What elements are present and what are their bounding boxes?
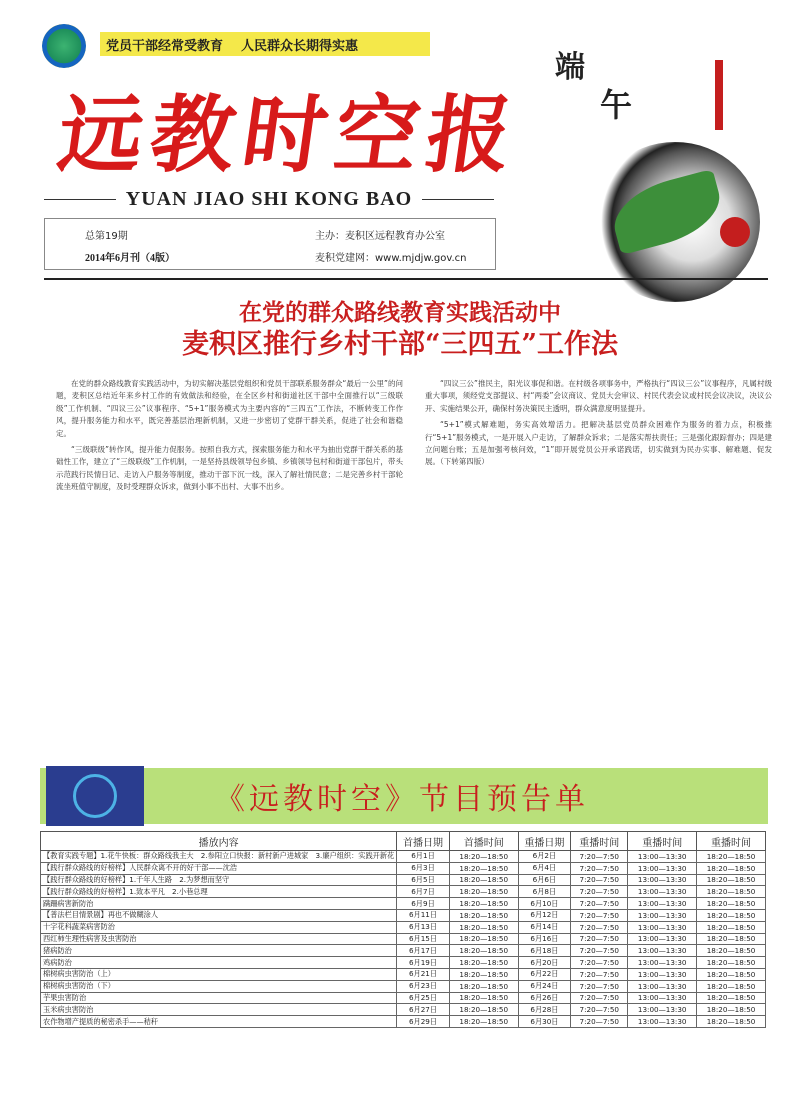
seal-icon: [720, 217, 750, 247]
newspaper-title: 远教时空报: [52, 85, 527, 184]
program-schedule-table: [40, 831, 766, 1028]
paragraph: “三级联级”转作风，提升能力促服务。按照自我方式，探索服务能力和水平为抽出党群干群关系的基础性工作，建立了“三级联级”工作机制，一是坚持县级领导包乡镇、乡镇领导包村和街道干部包片，带头示范践行民情日记、走访入户服务等制度，推动干部下沉一线，深入了解社情民意；二是完善乡村干部轮流坐班值守制度，及时受理群众诉求，做到小事不出村、大事不出乡。: [56, 445, 403, 492]
table-cell: 【普法栏目情景剧】再也不做糊涂人: [41, 909, 397, 921]
table-cell: 13:00—13:30: [628, 992, 697, 1004]
table-cell: 6月7日: [397, 886, 450, 898]
table-cell: 6月16日: [518, 933, 571, 945]
table-cell: 18:20—18:50: [697, 909, 766, 921]
table-cell: 6月9日: [397, 898, 450, 910]
table-cell: 6月27日: [397, 1004, 450, 1016]
table-cell: 十字花科蔬菜病害防治: [41, 921, 397, 933]
table-cell: 6月1日: [397, 851, 450, 863]
table-row: [41, 886, 766, 898]
table-cell: 芋果虫害防治: [41, 992, 397, 1004]
issue-info-box: [44, 218, 496, 270]
column-header: 播放内容: [41, 832, 397, 851]
column-header: 重播时间: [628, 832, 697, 851]
headline-line-2: 麦积区推行乡村干部“三四五”工作法: [181, 329, 619, 360]
host-org: 主办：麦积区远程教育办公室: [315, 231, 445, 242]
program-title: 《远教时空》节目预告单: [215, 782, 589, 817]
column-header: 重播日期: [518, 832, 571, 851]
table-cell: 13:00—13:30: [628, 862, 697, 874]
table-cell: 6月6日: [518, 874, 571, 886]
table-cell: 【教育实践专题】1.花牛快板：群众路线我主大 2.参阳立口快报：新村新户进城家 3.廉户组织：实践开新花: [41, 851, 397, 863]
table-cell: 13:00—13:30: [628, 886, 697, 898]
table-row: [41, 933, 766, 945]
table-cell: 18:20—18:50: [449, 909, 518, 921]
table-cell: 7:20—7:50: [571, 992, 628, 1004]
table-cell: 18:20—18:50: [449, 1016, 518, 1028]
table-cell: 7:20—7:50: [571, 909, 628, 921]
table-cell: 18:20—18:50: [697, 945, 766, 957]
table-cell: 6月23日: [397, 980, 450, 992]
divider: [44, 199, 116, 200]
column-header: 首播时间: [449, 832, 518, 851]
table-cell: 6月3日: [397, 862, 450, 874]
newspaper-pinyin: YUAN JIAO SHI KONG BAO: [125, 188, 413, 210]
table-cell: 18:20—18:50: [697, 1004, 766, 1016]
table-cell: 18:20—18:50: [697, 886, 766, 898]
article-column-1: [56, 378, 403, 770]
table-cell: 7:20—7:50: [571, 968, 628, 980]
table-row: [41, 1016, 766, 1028]
table-cell: 18:20—18:50: [697, 862, 766, 874]
table-cell: 13:00—13:30: [628, 874, 697, 886]
table-cell: 18:20—18:50: [449, 992, 518, 1004]
table-row: [41, 980, 766, 992]
table-row: [41, 945, 766, 957]
table-cell: 13:00—13:30: [628, 921, 697, 933]
table-cell: 【践行群众路线的好榜样】1.千年人生路 2.为梦想而坚守: [41, 874, 397, 886]
slogan-left: 党员干部经常受教育: [106, 38, 224, 54]
table-cell: 7:20—7:50: [571, 874, 628, 886]
table-cell: 6月11日: [397, 909, 450, 921]
party-logo-icon: [42, 24, 86, 68]
table-cell: 6月5日: [397, 874, 450, 886]
table-cell: 棉树病虫害防治（上）: [41, 968, 397, 980]
table-cell: 18:20—18:50: [449, 980, 518, 992]
dragon-boat-illustration: [550, 42, 780, 262]
table-cell: 18:20—18:50: [697, 933, 766, 945]
divider: [422, 199, 494, 200]
issue-total: 总第19期: [85, 231, 128, 242]
table-cell: 7:20—7:50: [571, 945, 628, 957]
table-cell: 6月12日: [518, 909, 571, 921]
table-cell: 西红柿生理性病害及虫害防治: [41, 933, 397, 945]
paragraph: “5+1”模式解难题，务实高效增活力。把解决基层党员群众困难作为服务的着力点，积极推行“5+1”服务模式，一是开展入户走访，了解群众诉求；二是落实帮扶责任；三是强化跟踪督办；四是建立问题台账；五是加强考核问效，“1”即开展党员公开承诺践诺，切实做到为民办实事、解难题、促发展。（下转第四版）: [425, 420, 772, 467]
table-cell: 18:20—18:50: [449, 957, 518, 969]
table-cell: 13:00—13:30: [628, 851, 697, 863]
table-cell: 18:20—18:50: [697, 992, 766, 1004]
table-cell: 18:20—18:50: [449, 1004, 518, 1016]
table-row: [41, 851, 766, 863]
table-row: [41, 862, 766, 874]
table-cell: 6月25日: [397, 992, 450, 1004]
table-cell: 18:20—18:50: [697, 874, 766, 886]
table-cell: 农作物增产提质的秘密杀手——秸秆: [41, 1016, 397, 1028]
table-cell: 棉树病虫害防治（下）: [41, 980, 397, 992]
table-cell: 7:20—7:50: [571, 980, 628, 992]
paragraph: 在党的群众路线教育实践活动中，为切实解决基层党组织和党员干部联系服务群众“最后一公里”的问题，麦积区总结近年来乡村工作的有效做法和经验，在全区乡村和街道社区干部中全面推行以“三级联级”工作机制、“四议三公”议事程序、“5+1”服务模式为主要内容的“三四五”工作法，不断转变工作作风，提升服务能力和水平，既完善基层治理新机制，又进一步密切了党群干群关系，促进了社会和谐稳定。: [56, 379, 403, 438]
table-cell: 7:20—7:50: [571, 851, 628, 863]
table-cell: 13:00—13:30: [628, 945, 697, 957]
table-cell: 18:20—18:50: [449, 921, 518, 933]
table-header-row: [41, 832, 766, 851]
table-cell: 18:20—18:50: [697, 968, 766, 980]
table-cell: 18:20—18:50: [449, 851, 518, 863]
table-cell: 18:20—18:50: [449, 886, 518, 898]
table-cell: 7:20—7:50: [571, 886, 628, 898]
table-row: [41, 968, 766, 980]
table-cell: 7:20—7:50: [571, 933, 628, 945]
slogan-bar: [100, 32, 430, 56]
table-cell: 6月30日: [518, 1016, 571, 1028]
column-header: 首播日期: [397, 832, 450, 851]
pinyin-row: [44, 188, 494, 211]
table-cell: 13:00—13:30: [628, 957, 697, 969]
table-cell: 13:00—13:30: [628, 898, 697, 910]
issue-date: 2014年6月刊（4版）: [85, 253, 175, 264]
table-cell: 18:20—18:50: [697, 1016, 766, 1028]
table-cell: 【践行群众路线的好榜样】1.致本平凡 2.小巷总理: [41, 886, 397, 898]
table-cell: 6月22日: [518, 968, 571, 980]
table-cell: 蹒跚病害新防治: [41, 898, 397, 910]
table-cell: 猪病防治: [41, 945, 397, 957]
table-row: [41, 898, 766, 910]
distance-education-logo-icon: [46, 766, 144, 826]
table-cell: 13:00—13:30: [628, 1016, 697, 1028]
table-cell: 18:20—18:50: [449, 968, 518, 980]
table-cell: 13:00—13:30: [628, 933, 697, 945]
table-cell: 13:00—13:30: [628, 909, 697, 921]
table-row: [41, 874, 766, 886]
table-cell: 13:00—13:30: [628, 1004, 697, 1016]
table-cell: 6月28日: [518, 1004, 571, 1016]
table-cell: 6月20日: [518, 957, 571, 969]
table-cell: 6月26日: [518, 992, 571, 1004]
table-cell: 18:20—18:50: [697, 921, 766, 933]
table-cell: 7:20—7:50: [571, 898, 628, 910]
table-cell: 18:20—18:50: [449, 862, 518, 874]
table-cell: 6月10日: [518, 898, 571, 910]
table-cell: 玉米病虫害防治: [41, 1004, 397, 1016]
table-cell: 18:20—18:50: [449, 898, 518, 910]
table-cell: 6月29日: [397, 1016, 450, 1028]
table-cell: 7:20—7:50: [571, 862, 628, 874]
website: 麦积党建网：www.mjdjw.gov.cn: [315, 253, 467, 264]
table-cell: 18:20—18:50: [697, 851, 766, 863]
table-cell: 18:20—18:50: [697, 898, 766, 910]
table-cell: 6月17日: [397, 945, 450, 957]
chinese-knot-icon: [715, 60, 723, 130]
article-column-2: [425, 378, 772, 770]
table-cell: 6月15日: [397, 933, 450, 945]
table-cell: 6月14日: [518, 921, 571, 933]
table-row: [41, 992, 766, 1004]
table-cell: 【践行群众路线的好榜样】人民群众离不开的好干部——沈浩: [41, 862, 397, 874]
paragraph: “四议三公”推民主，阳光议事促和谐。在村级各项事务中，严格执行“四议三公”议事程序，凡属村级重大事项，须经党支部提议、村“两委”会议商议、党员大会审议、村民代表会议或村民会议决议，决议公开、实施结果公开，确保村务决策民主透明，群众满意度明显提升。: [425, 379, 772, 413]
column-header: 重播时间: [571, 832, 628, 851]
table-cell: 6月19日: [397, 957, 450, 969]
table-cell: 18:20—18:50: [449, 945, 518, 957]
festival-char-1: 端: [555, 50, 585, 85]
table-cell: 7:20—7:50: [571, 921, 628, 933]
article-body: [56, 378, 772, 770]
table-cell: 6月13日: [397, 921, 450, 933]
table-cell: 7:20—7:50: [571, 957, 628, 969]
slogan-right: 人民群众长期得实惠: [241, 38, 359, 54]
column-header: 重播时间: [697, 832, 766, 851]
table-cell: 18:20—18:50: [449, 933, 518, 945]
table-cell: 18:20—18:50: [697, 957, 766, 969]
table-cell: 6月2日: [518, 851, 571, 863]
table-row: [41, 957, 766, 969]
table-row: [41, 909, 766, 921]
table-cell: 6月4日: [518, 862, 571, 874]
table-cell: 18:20—18:50: [697, 980, 766, 992]
table-cell: 鸡病防治: [41, 957, 397, 969]
table-cell: 6月21日: [397, 968, 450, 980]
table-cell: 13:00—13:30: [628, 968, 697, 980]
table-row: [41, 921, 766, 933]
table-cell: 6月24日: [518, 980, 571, 992]
table-cell: 6月8日: [518, 886, 571, 898]
festival-char-2: 午: [600, 86, 633, 124]
table-cell: 13:00—13:30: [628, 980, 697, 992]
headline-line-1: 在党的群众路线教育实践活动中: [239, 299, 561, 326]
header-rule: [44, 278, 768, 280]
table-row: [41, 1004, 766, 1016]
table-cell: 7:20—7:50: [571, 1004, 628, 1016]
table-cell: 7:20—7:50: [571, 1016, 628, 1028]
table-cell: 6月18日: [518, 945, 571, 957]
table-cell: 18:20—18:50: [449, 874, 518, 886]
